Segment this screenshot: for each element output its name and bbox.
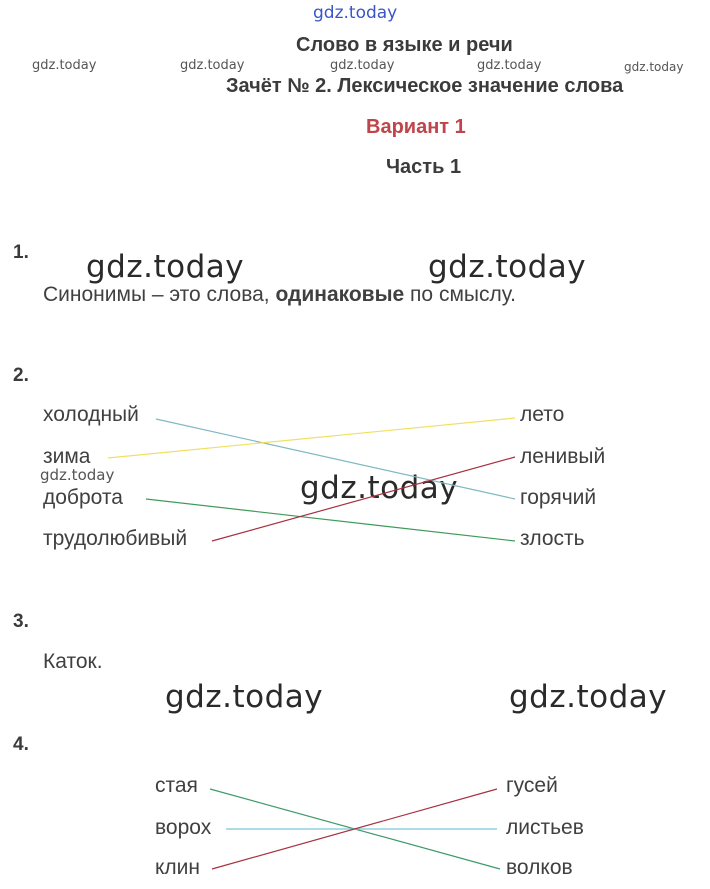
task-4-right-word: гусей xyxy=(506,774,558,797)
task-3-answer: Каток. xyxy=(43,650,103,673)
task-2-link-line xyxy=(108,418,515,458)
task-1-text-bold: одинаковые xyxy=(275,283,405,306)
task-1-text-before: Синонимы – это слова, xyxy=(43,283,276,306)
task-2-link-line xyxy=(146,499,515,541)
task-2-link-line xyxy=(156,419,515,499)
variant-label: Вариант 1 xyxy=(366,116,466,138)
task-2-right-word: лето xyxy=(520,403,565,426)
task-4-left-word: ворох xyxy=(155,816,212,839)
watermark-small-4: gdz.today xyxy=(477,58,542,73)
watermark-top: gdz.today xyxy=(313,3,398,23)
task-2-right-word: горячий xyxy=(520,486,597,509)
part-label: Часть 1 xyxy=(386,156,462,178)
task-2-left-word: зима xyxy=(43,445,91,468)
task-1-number: 1. xyxy=(13,242,29,263)
task-2-number: 2. xyxy=(13,365,29,386)
watermark-small-1: gdz.today xyxy=(32,58,97,73)
watermark-big-5: gdz.today xyxy=(509,679,668,715)
watermark-small-3: gdz.today xyxy=(330,58,395,73)
watermark-big-2: gdz.today xyxy=(428,249,587,285)
watermark-big-4: gdz.today xyxy=(165,679,324,715)
task-4-left-word: клин xyxy=(155,856,201,879)
watermark-big-3: gdz.today xyxy=(300,470,459,506)
task-2-left-word: холодный xyxy=(43,403,139,426)
task-4-right-word: листьев xyxy=(506,816,584,839)
task-4-number: 4. xyxy=(13,734,29,755)
test-title: Зачёт № 2. Лексическое значение слова xyxy=(226,75,624,97)
task-2-right-word: ленивый xyxy=(520,445,606,468)
task-1-text-after: по смыслу. xyxy=(404,283,516,306)
task-3-number: 3. xyxy=(13,611,29,632)
watermark-small-5: gdz.today xyxy=(624,60,684,74)
task-4-right-word: волков xyxy=(506,856,573,879)
task-2-left-word: трудолюбивый xyxy=(43,527,188,550)
task-2-link-line xyxy=(212,457,515,541)
section-title: Слово в языке и речи xyxy=(296,34,513,56)
watermark-big-1: gdz.today xyxy=(86,249,245,285)
task-2-left-word: доброта xyxy=(43,486,123,509)
watermark-small-2: gdz.today xyxy=(180,58,245,73)
task-2-right-word: злость xyxy=(520,527,585,550)
watermark-small-6: gdz.today xyxy=(40,466,115,484)
task-4-left-word: стая xyxy=(155,774,198,797)
